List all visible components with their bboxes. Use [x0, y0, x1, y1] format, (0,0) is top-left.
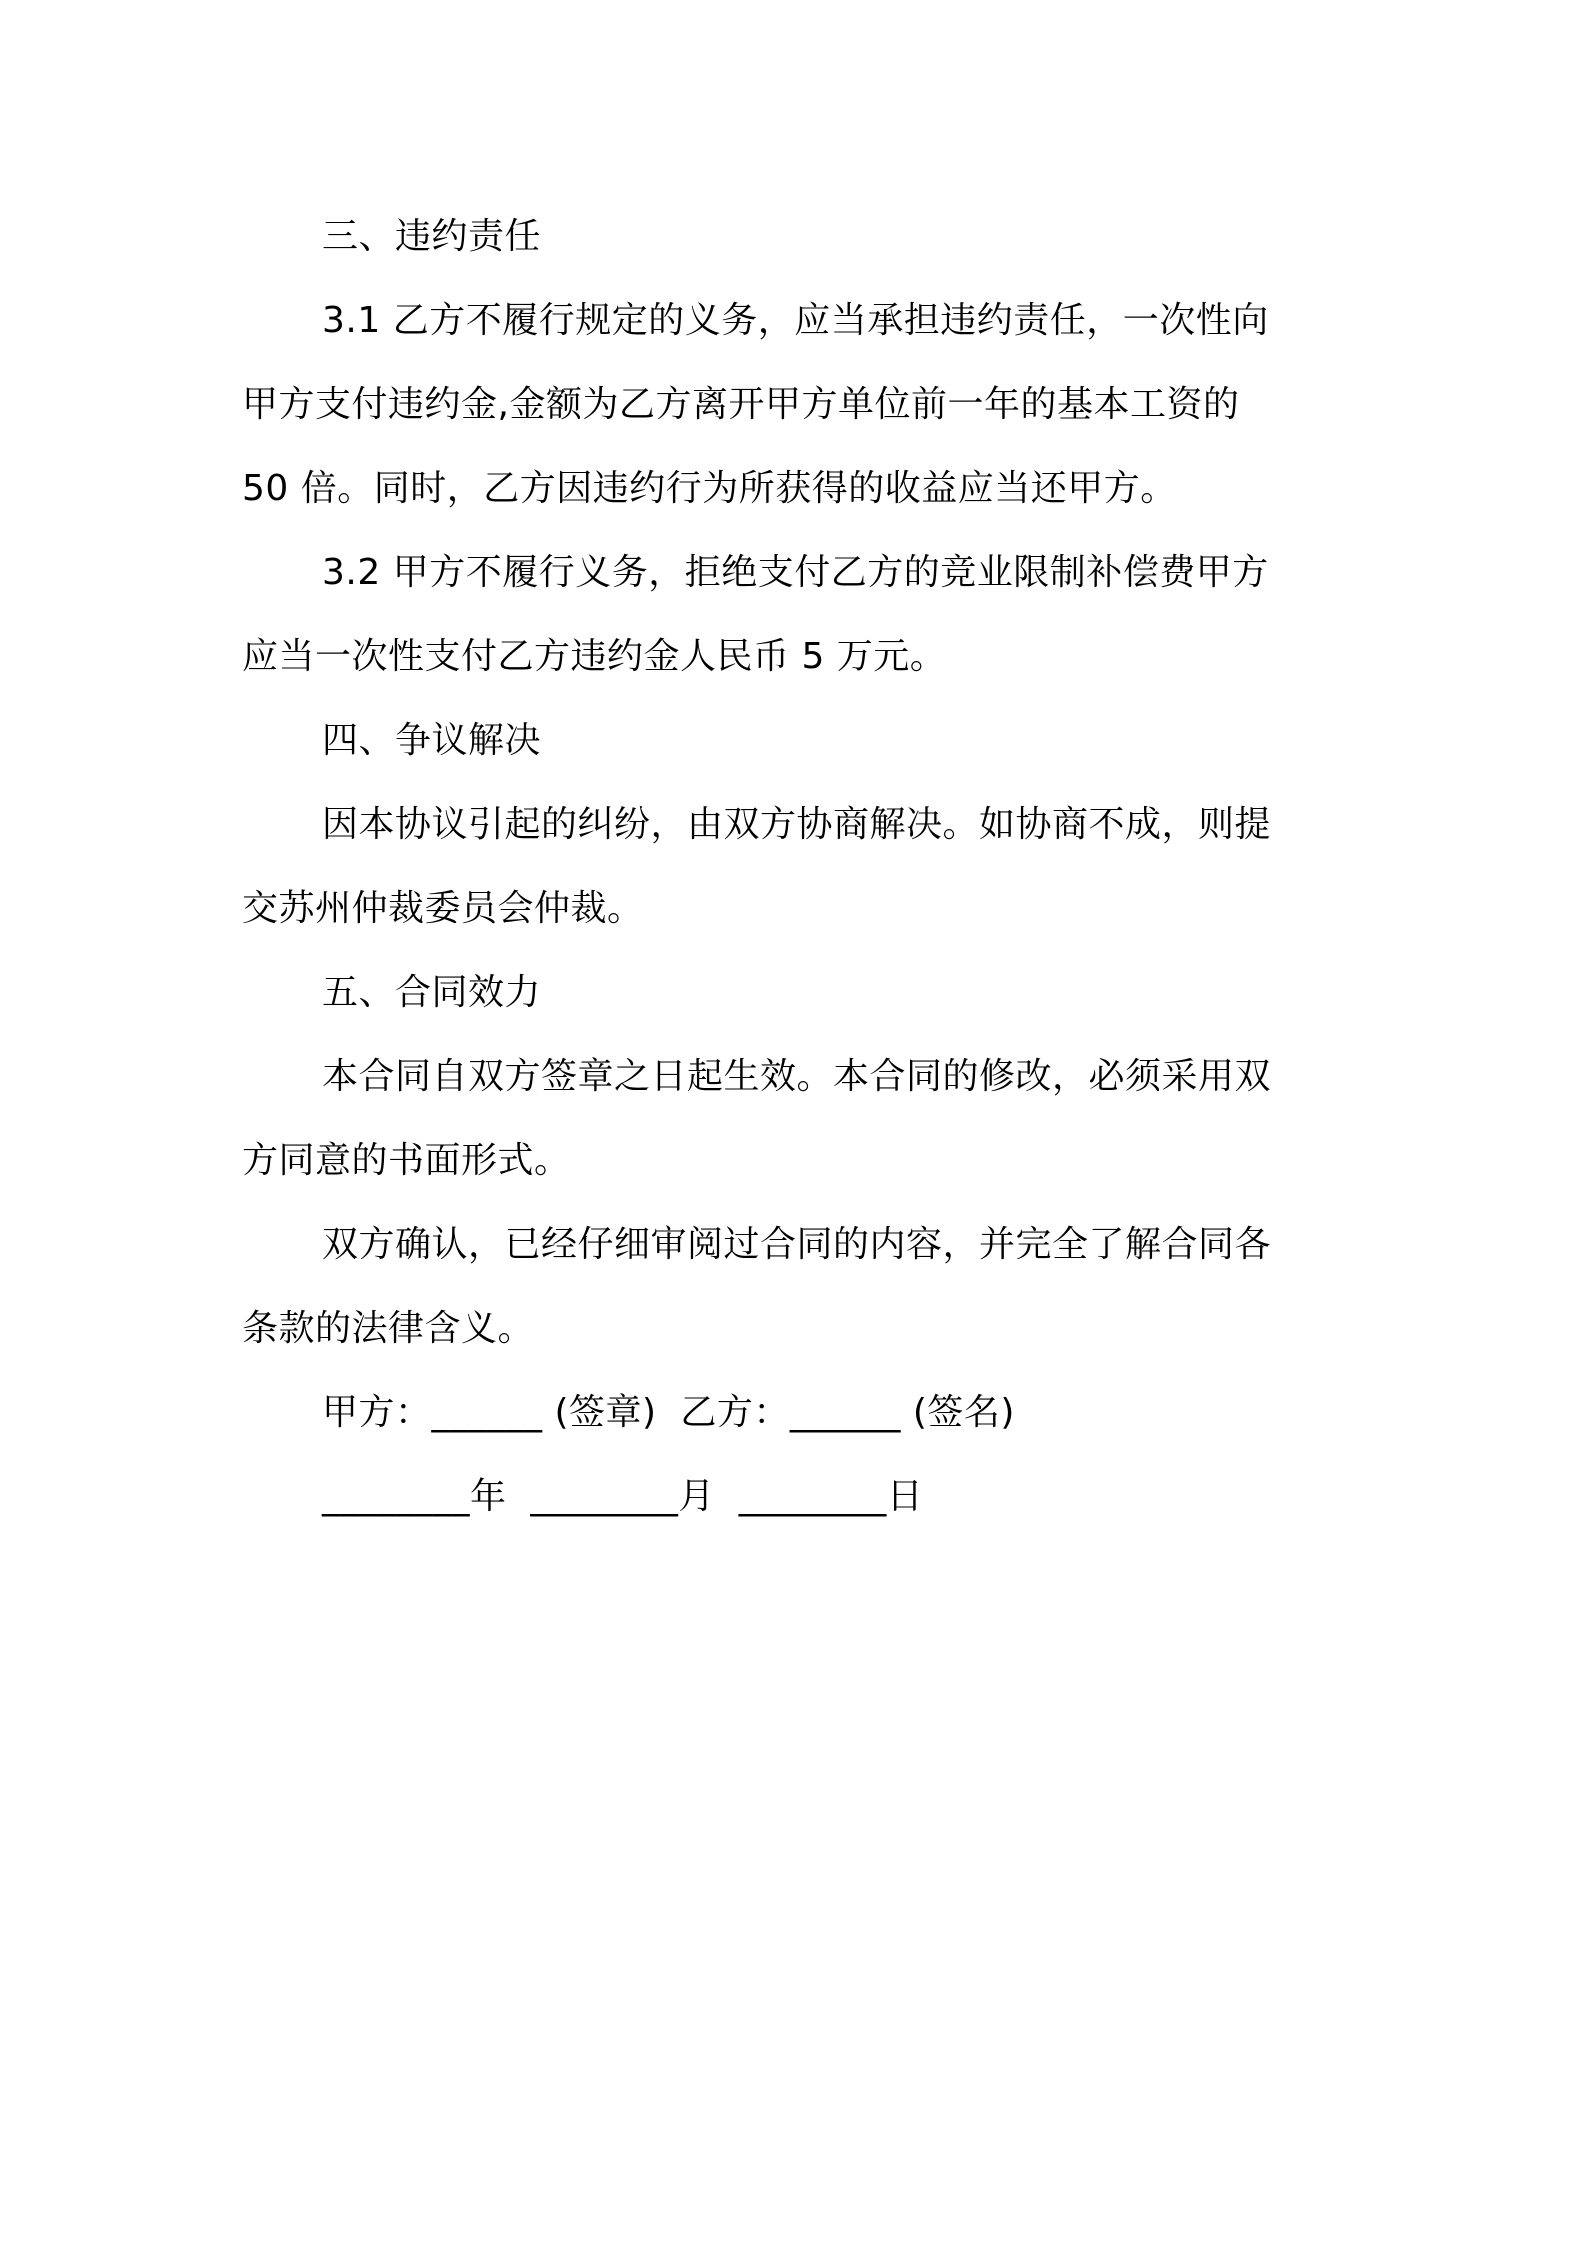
effect-text-line-1: 本合同自双方签章之日起生效。本合同的修改，必须采用双	[322, 1056, 1272, 1097]
confirmation-line-2: 条款的法律含义。	[242, 1308, 535, 1349]
section-heading-effect: 五、合同效力	[322, 972, 542, 1013]
clause-3-2-line-2: 应当一次性支付乙方违约金人民币 5 万元。	[242, 636, 947, 677]
effect-text-line-2: 方同意的书面形式。	[242, 1140, 571, 1181]
dispute-text-line-2: 交苏州仲裁委员会仲裁。	[242, 888, 644, 929]
clause-3-1-line-2: 甲方支付违约金,金额为乙方离开甲方单位前一年的基本工资的	[242, 384, 1240, 425]
contract-body	[242, 195, 1354, 1539]
confirmation-line-1: 双方确认，已经仔细审阅过合同的内容，并完全了解合同各	[322, 1224, 1272, 1265]
dispute-text-line-1: 因本协议引起的纠纷，由双方协商解决。如协商不成，则提	[322, 804, 1272, 845]
section-heading-dispute: 四、争议解决	[322, 720, 542, 761]
clause-3-1-line-1: 3.1 乙方不履行规定的义务，应当承担违约责任，一次性向	[322, 300, 1269, 341]
section-heading-breach: 三、违约责任	[322, 216, 542, 257]
date-line: ________年 ________月 ________日	[322, 1476, 924, 1517]
clause-3-2-line-1: 3.2 甲方不履行义务，拒绝支付乙方的竞业限制补偿费甲方	[322, 552, 1269, 593]
signature-line: 甲方：______ (签章) 乙方：______ (签名)	[322, 1392, 1015, 1433]
clause-3-1-line-3: 50 倍。同时，乙方因违约行为所获得的收益应当还甲方。	[242, 468, 1177, 509]
